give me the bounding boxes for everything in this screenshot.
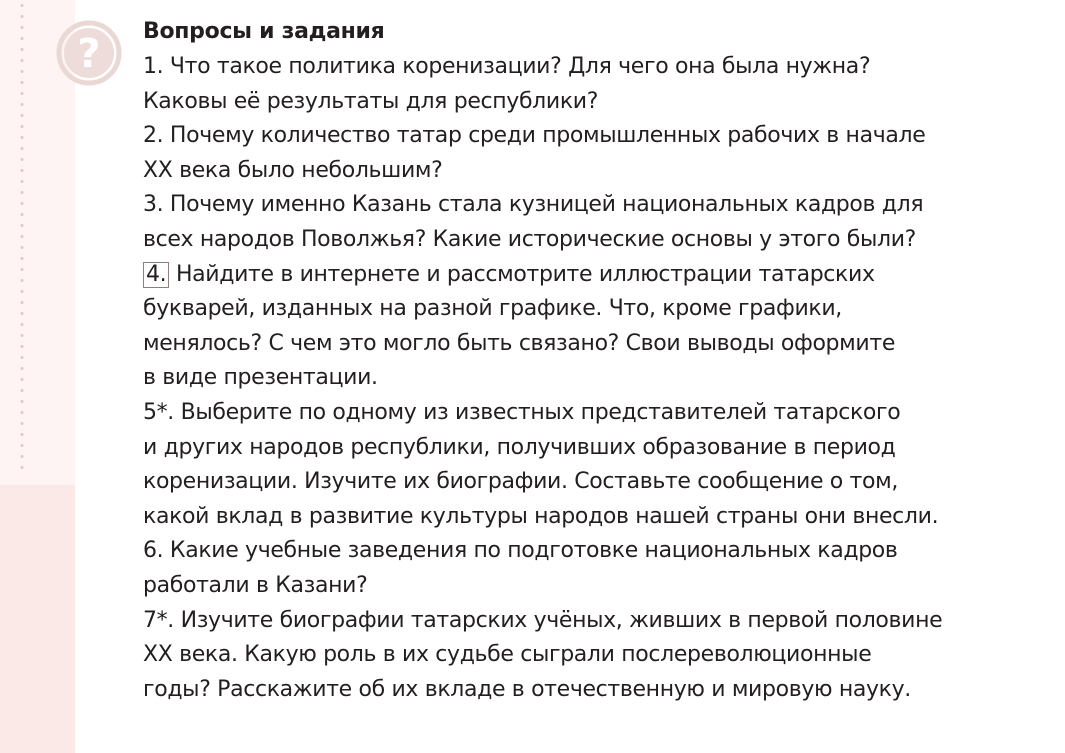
item-4-text: Найдите в интернете и рассмотрите иллюстрации татарских — [169, 261, 875, 287]
item-4-number: 4. — [143, 262, 169, 288]
text-line: менялось? С чем это могло быть связано? Свои выводы оформите — [143, 330, 896, 356]
text-line: XX века было небольшим? — [143, 157, 443, 183]
section-heading: Вопросы и задания — [143, 19, 385, 44]
text-line: 5*. Выберите по одному из известных представителей татарского — [143, 399, 901, 425]
text-line: коренизации. Изучите их биографии. Составьте сообщение о том, — [143, 469, 899, 495]
question-icon — [56, 20, 122, 86]
text-line: работали в Казани? — [143, 572, 368, 598]
question-glyph: ? — [77, 31, 101, 77]
text-line: 2. Почему количество татар среди промышленных рабочих в начале — [143, 123, 926, 149]
text-line: 1. Что такое политика коренизации? Для чего она была нужна? — [143, 54, 871, 79]
text-line-item-4 — [143, 258, 1048, 293]
text-line: и других народов республики, получивших образование в период — [143, 434, 896, 460]
text-line: всех народов Поволжья? Какие исторические основы у этого были? — [143, 226, 916, 252]
text-line: XX века. Какую роль в их судьбе сыграли послереволюционные — [143, 642, 872, 668]
text-line: какой вклад в развитие культуры народов нашей страны они внесли. — [143, 503, 939, 529]
dotted-margin-line — [19, 0, 25, 475]
text-line: годы? Расскажите об их вкладе в отечественную и мировую науку. — [143, 676, 911, 702]
text-line: в виде презентации. — [143, 365, 378, 391]
text-line: 7*. Изучите биографии татарских учёных, живших в первой половине — [143, 607, 943, 633]
text-line: Каковы её результаты для республики? — [143, 88, 599, 114]
page-margin-lower — [0, 485, 75, 753]
text-line: букварей, изданных на разной графике. Что, кроме графики, — [143, 296, 842, 322]
text-line: 6. Какие учебные заведения по подготовке национальных кадров — [143, 538, 898, 564]
text-line: 3. Почему именно Казань стала кузницей национальных кадров для — [143, 192, 924, 218]
questions-section — [143, 14, 1048, 707]
